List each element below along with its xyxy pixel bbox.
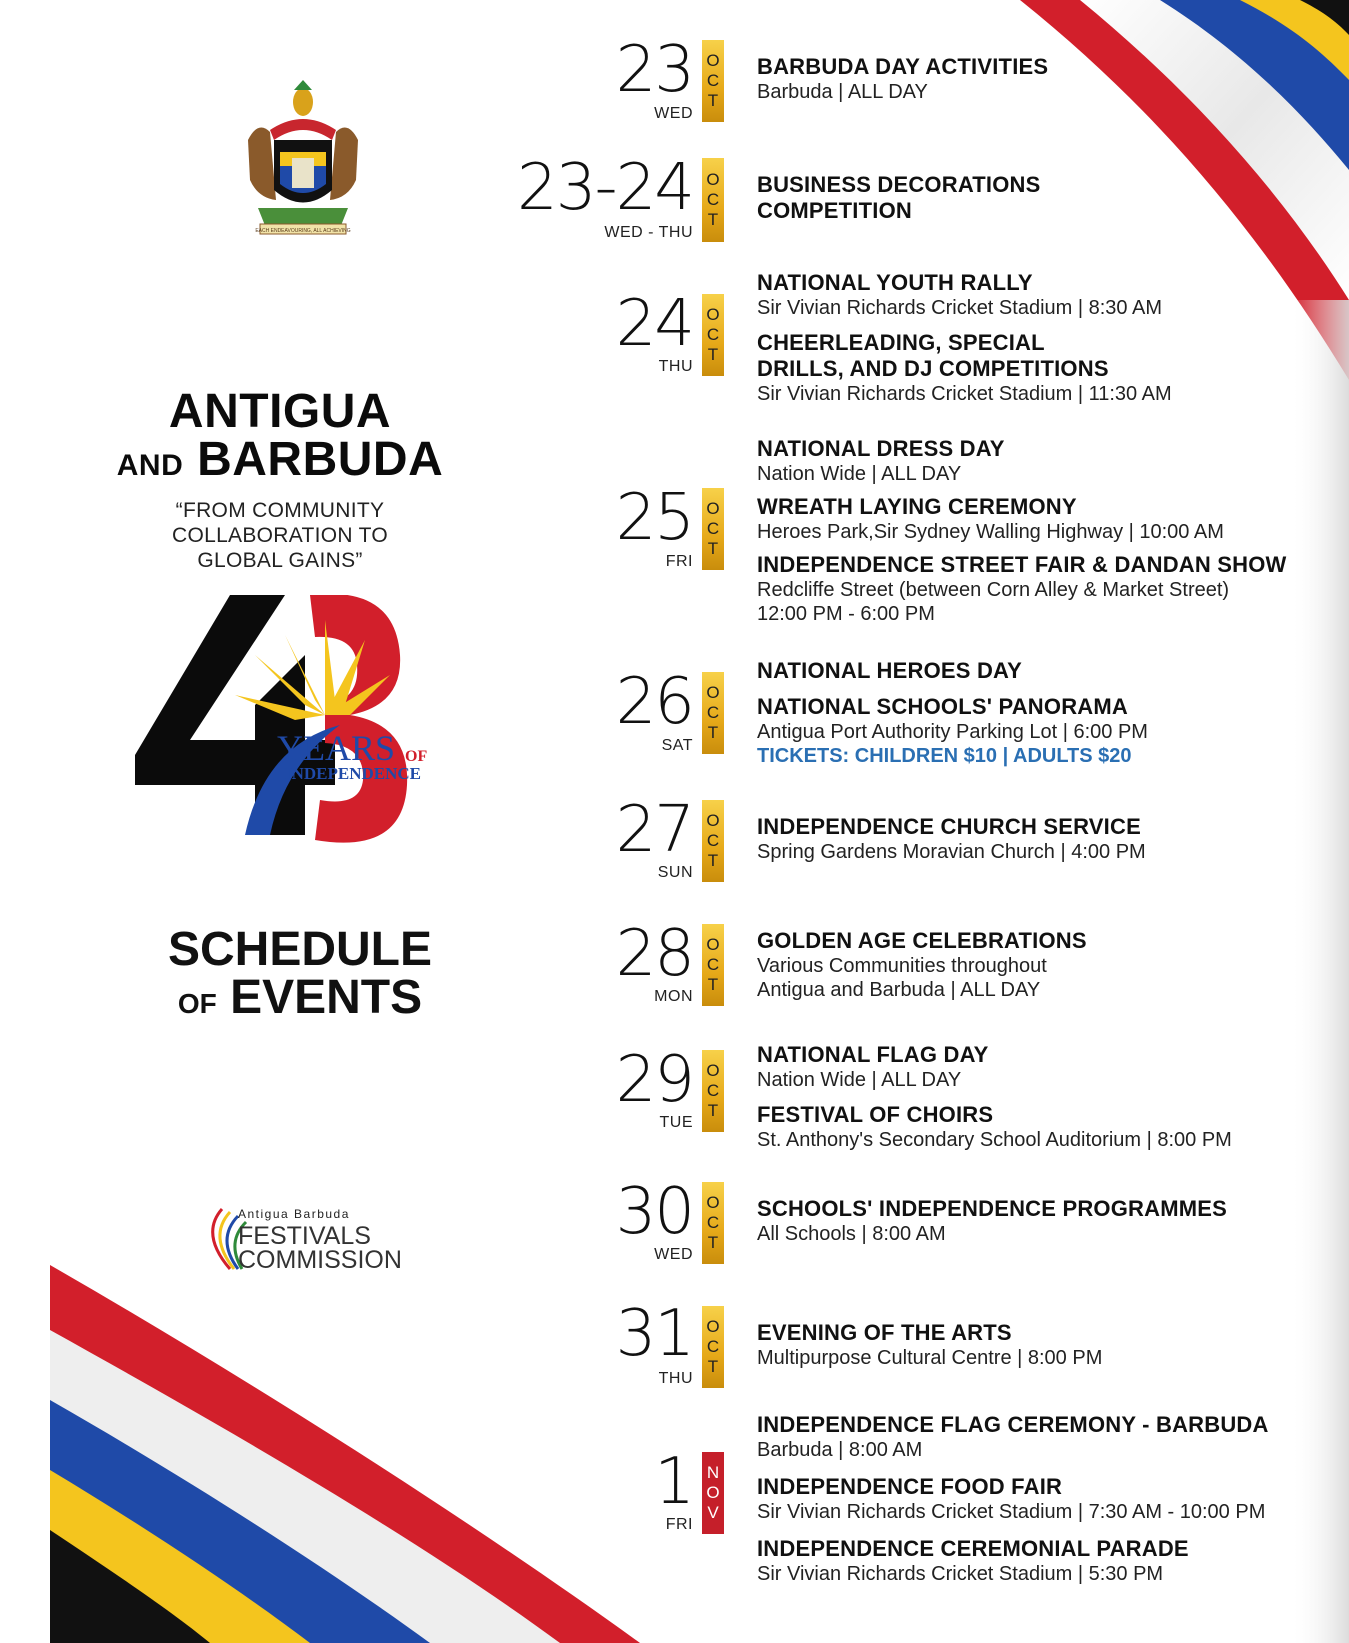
month-char: O: [706, 683, 720, 702]
festivals-commission-logo: [200, 1204, 420, 1274]
event-title: SCHOOLS' INDEPENDENCE PROGRAMMES: [757, 1196, 1228, 1221]
schedule-title-line1: SCHEDULE: [167, 923, 433, 976]
month-char: O: [706, 1483, 720, 1502]
month-letter: [706, 51, 719, 111]
month-char: T: [707, 975, 719, 994]
month-char: T: [707, 210, 719, 229]
day-of-week: MON: [654, 988, 693, 1005]
month-char: C: [706, 1081, 720, 1100]
schedule-title-line2: [0, 970, 600, 1025]
schedule-title-events: EVENTS: [230, 971, 423, 1024]
event-details: Nation Wide | ALL DAY: [757, 463, 962, 485]
month-char: T: [707, 345, 719, 364]
ticket-prices: TICKETS: CHILDREN $10 | ADULTS $20: [757, 745, 1132, 767]
month-char: N: [706, 1463, 720, 1482]
month-char: O: [706, 1193, 720, 1212]
day-number: 29: [615, 1043, 693, 1117]
month-char: T: [707, 91, 719, 110]
day-of-week: THU: [658, 358, 693, 375]
day-number: 24: [615, 287, 693, 361]
day-of-week: SUN: [657, 864, 693, 881]
month-char: O: [706, 170, 720, 189]
coat-of-arms-emblem: [228, 80, 378, 240]
event-details: Sir Vivian Richards Cricket Stadium | 7:30 AM - 10:00 PM: [757, 1501, 1266, 1523]
month-tab: [702, 488, 724, 570]
month-tab: [702, 1306, 724, 1388]
logo-independence-text: INDEPENDENCE: [285, 764, 422, 783]
event-title: NATIONAL FLAG DAY: [757, 1042, 989, 1067]
day-of-week: THU: [658, 1370, 693, 1387]
month-char: C: [706, 325, 720, 344]
event-details: Heroes Park,Sir Sydney Walling Highway | 10:00 AM: [757, 521, 1224, 543]
schedule-title-of: OF: [177, 988, 217, 1019]
day-of-week: FRI: [665, 1516, 693, 1533]
event-details: St. Anthony's Secondary School Auditorium | 8:00 PM: [757, 1129, 1232, 1151]
event-title: WREATH LAYING CEREMONY: [757, 494, 1077, 519]
month-char: T: [707, 1233, 719, 1252]
day-number: 31: [615, 1297, 693, 1371]
fc-logo-line3: COMMISSION: [238, 1246, 402, 1274]
country-title-line2: [0, 432, 560, 487]
day-number: 28: [615, 917, 693, 991]
country-title-and: AND: [116, 449, 184, 482]
event-title: INDEPENDENCE CHURCH SERVICE: [757, 814, 1141, 839]
month-letter: [706, 1061, 719, 1121]
event-details: Redcliffe Street (between Corn Alley & Market Street): [757, 579, 1230, 601]
month-char: C: [706, 71, 720, 90]
month-char: O: [706, 305, 720, 324]
day-of-week: WED: [654, 105, 693, 122]
month-char: C: [706, 955, 720, 974]
country-title-line1: ANTIGUA: [168, 385, 392, 438]
month-char: O: [706, 1061, 720, 1080]
month-tab: [702, 800, 724, 882]
event-title: INDEPENDENCE FOOD FAIR: [757, 1474, 1063, 1499]
logo-of-text: OF: [405, 748, 428, 765]
event-details: Nation Wide | ALL DAY: [757, 1069, 962, 1091]
event-details: Spring Gardens Moravian Church | 4:00 PM: [757, 841, 1146, 863]
month-char: C: [706, 1213, 720, 1232]
day-of-week: TUE: [659, 1114, 693, 1131]
event-title: BUSINESS DECORATIONS COMPETITION: [757, 172, 1041, 223]
month-letter: [706, 305, 719, 365]
month-char: O: [706, 935, 720, 954]
fc-logo-line2: FESTIVALS: [238, 1222, 371, 1250]
month-letter: [706, 170, 719, 230]
month-char: T: [707, 1357, 719, 1376]
month-char: T: [707, 723, 719, 742]
event-title: INDEPENDENCE CEREMONIAL PARADE: [757, 1536, 1189, 1561]
month-char: C: [706, 1337, 720, 1356]
month-char: T: [707, 539, 719, 558]
43-years-independence-logo: [135, 595, 475, 895]
month-tab: [702, 294, 724, 376]
day-number: 23: [615, 33, 693, 107]
event-title: NATIONAL SCHOOLS' PANORAMA: [757, 694, 1128, 719]
month-letter: [706, 683, 719, 743]
event-details: Barbuda | 8:00 AM: [757, 1439, 923, 1461]
day-number: 30: [615, 1175, 693, 1249]
country-title-barbuda: BARBUDA: [197, 433, 444, 486]
month-letter: [706, 1463, 719, 1523]
event-title: GOLDEN AGE CELEBRATIONS: [757, 928, 1087, 953]
event-title: INDEPENDENCE STREET FAIR & DANDAN SHOW: [757, 552, 1287, 577]
event-details: Sir Vivian Richards Cricket Stadium | 8:30 AM: [757, 297, 1162, 319]
day-number: 25: [615, 481, 693, 555]
month-char: C: [706, 190, 720, 209]
event-details: Various Communities throughout: [757, 955, 1047, 977]
month-char: V: [707, 1503, 719, 1522]
month-tab: [702, 1050, 724, 1132]
day-of-week: WED: [654, 1246, 693, 1263]
event-details: Antigua and Barbuda | ALL DAY: [757, 979, 1041, 1001]
month-char: T: [707, 1101, 719, 1120]
month-tab: [702, 672, 724, 754]
fc-logo-line1: Antigua Barbuda: [238, 1207, 350, 1221]
month-tab: [702, 924, 724, 1006]
event-details: Sir Vivian Richards Cricket Stadium | 5:30 PM: [757, 1563, 1164, 1585]
day-number: 1: [654, 1445, 693, 1519]
day-of-week: SAT: [661, 737, 693, 754]
month-char: O: [706, 51, 720, 70]
event-details: Sir Vivian Richards Cricket Stadium | 11:30 AM: [757, 383, 1172, 405]
month-tab: [702, 1182, 724, 1264]
month-char: C: [706, 519, 720, 538]
month-tab: [702, 158, 724, 242]
crest-motto-scroll: EACH ENDEAVOURING, ALL ACHIEVING: [255, 228, 351, 234]
event-details: 12:00 PM - 6:00 PM: [757, 603, 935, 625]
event-details: All Schools | 8:00 AM: [757, 1223, 946, 1245]
event-title: INDEPENDENCE FLAG CEREMONY - BARBUDA: [757, 1412, 1269, 1437]
month-char: O: [706, 499, 720, 518]
event-details: Barbuda | ALL DAY: [757, 81, 928, 103]
day-of-week: FRI: [665, 553, 693, 570]
day-number: 26: [615, 665, 693, 739]
month-letter: [706, 499, 719, 559]
month-tab: [702, 1452, 724, 1534]
month-letter: [706, 1193, 719, 1253]
event-title: CHEERLEADING, SPECIAL DRILLS, AND DJ COMPETITIONS: [757, 330, 1109, 381]
month-letter: [706, 1317, 719, 1377]
month-letter: [706, 935, 719, 995]
day-number: 23-24: [517, 151, 693, 225]
campaign-motto: “FROM COMMUNITY COLLABORATION TO GLOBAL GAINS”: [171, 499, 389, 572]
bottom-left-flag-ribbon: [0, 1210, 640, 1643]
event-title: NATIONAL YOUTH RALLY: [757, 270, 1033, 295]
day-of-week: WED - THU: [604, 224, 693, 241]
event-details: Multipurpose Cultural Centre | 8:00 PM: [757, 1347, 1103, 1369]
month-letter: [706, 811, 719, 871]
event-title: EVENING OF THE ARTS: [757, 1320, 1012, 1345]
event-details: Antigua Port Authority Parking Lot | 6:00 PM: [757, 721, 1148, 743]
month-tab: [702, 40, 724, 122]
month-char: O: [706, 1317, 720, 1336]
day-number: 27: [615, 793, 693, 867]
month-char: C: [706, 831, 720, 850]
month-char: T: [707, 851, 719, 870]
month-char: C: [706, 703, 720, 722]
event-title: FESTIVAL OF CHOIRS: [757, 1102, 994, 1127]
event-title: NATIONAL HEROES DAY: [757, 658, 1022, 683]
event-title: NATIONAL DRESS DAY: [757, 436, 1005, 461]
month-char: O: [706, 811, 720, 830]
logo-years-text: YEARS: [277, 728, 396, 768]
event-title: BARBUDA DAY ACTIVITIES: [757, 54, 1049, 79]
